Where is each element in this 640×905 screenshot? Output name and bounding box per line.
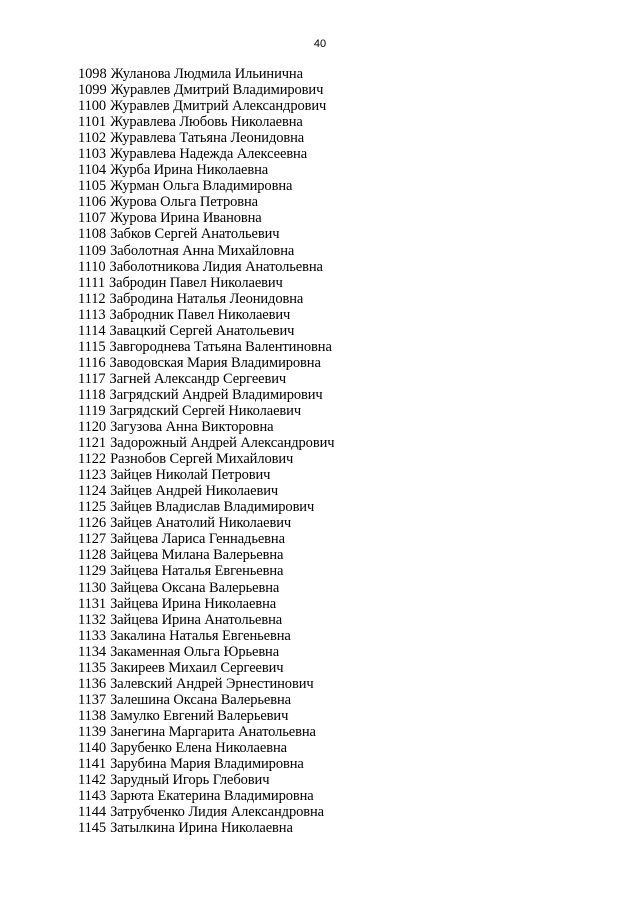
name-list [78,66,334,836]
list-item [78,178,334,194]
entry-number: 1105 [78,178,107,195]
list-item [78,644,334,660]
entry-number: 1142 [78,772,107,789]
list-item [78,580,334,596]
entry-number: 1103 [78,146,107,163]
entry-name: Загузова Анна Викторовна [110,419,274,436]
entry-name: Журавлева Любовь Николаевна [110,114,303,131]
list-item [78,515,334,531]
entry-name: Зарубенко Елена Николаевна [110,739,287,756]
entry-number: 1121 [78,435,107,452]
entry-number: 1126 [78,515,107,532]
entry-number: 1137 [78,691,107,708]
entry-number: 1100 [78,98,107,115]
list-item [78,708,334,724]
entry-number: 1132 [78,611,107,628]
list-item [78,162,334,178]
list-item [78,628,334,644]
entry-number: 1134 [78,643,107,660]
list-item [78,612,334,628]
list-item [78,146,334,162]
list-item [78,259,334,275]
entry-name: Зайцева Ирина Анатольевна [110,611,283,628]
entry-number: 1114 [78,322,106,339]
list-item [78,387,334,403]
list-item [78,371,334,387]
entry-number: 1128 [78,547,107,564]
entry-name: Зайцева Оксана Валерьевна [110,579,280,596]
entry-name: Заводовская Мария Владимировна [109,354,321,371]
list-item [78,66,334,82]
entry-number: 1106 [78,194,107,211]
entry-number: 1139 [78,723,107,740]
entry-number: 1119 [78,402,106,419]
entry-name: Затылкина Ирина Николаевна [110,820,293,837]
entry-number: 1136 [78,675,107,692]
entry-name: Зайцев Анатолий Николаевич [110,515,292,532]
entry-name: Забродина Наталья Леонидовна [109,290,304,307]
list-item [78,339,334,355]
list-item [78,563,334,579]
entry-name: Зайцева Лариса Геннадьевна [110,531,285,548]
list-item [78,756,334,772]
list-item [78,531,334,547]
entry-number: 1104 [78,162,107,179]
entry-name: Зарубина Мария Владимировна [110,756,304,773]
entry-number: 1131 [78,595,107,612]
entry-name: Зайцева Милана Валерьевна [110,547,284,564]
entry-name: Зарюта Екатерина Владимировна [110,788,314,805]
list-item [78,467,334,483]
entry-number: 1129 [78,563,107,580]
entry-number: 1102 [78,130,107,147]
list-item [78,307,334,323]
entry-name: Журавлев Дмитрий Владимирович [110,82,324,99]
entry-name: Забродин Павел Николаевич [109,274,283,291]
entry-number: 1135 [78,659,107,676]
entry-name: Загрядский Сергей Николаевич [109,402,302,419]
list-item [78,403,334,419]
entry-name: Завацкий Сергей Анатольевич [109,322,295,339]
entry-name: Журова Ирина Ивановна [110,210,262,227]
entry-number: 1099 [78,82,107,99]
entry-name: Зайцев Владислав Владимирович [110,499,315,516]
entry-number: 1145 [78,820,107,837]
entry-number: 1122 [78,451,107,468]
entry-name: Журова Ольга Петровна [110,194,259,211]
entry-number: 1120 [78,419,107,436]
entry-number: 1133 [78,627,107,644]
list-item [78,724,334,740]
entry-name: Закаменная Ольга Юрьевна [110,643,280,660]
list-item [78,130,334,146]
entry-number: 1101 [78,114,107,131]
list-item [78,291,334,307]
entry-number: 1111 [78,274,105,291]
entry-name: Задорожный Андрей Александрович [110,435,335,452]
list-item [78,483,334,499]
list-item [78,82,334,98]
entry-number: 1108 [78,226,107,243]
entry-name: Зарудный Игорь Глебович [110,772,270,789]
list-item [78,323,334,339]
entry-number: 1125 [78,499,107,516]
entry-name: Жуланова Людмила Ильинична [110,66,303,82]
list-item [78,114,334,130]
entry-name: Зайцева Наталья Евгеньевна [110,563,284,580]
entry-name: Закалина Наталья Евгеньевна [110,627,291,644]
page-number: 40 [313,38,327,50]
list-item [78,772,334,788]
entry-name: Загней Александр Сергеевич [109,370,287,387]
entry-number: 1140 [78,739,107,756]
list-item [78,210,334,226]
entry-number: 1143 [78,788,107,805]
entry-name: Закиреев Михаил Сергеевич [110,659,284,676]
entry-name: Залевский Андрей Эрнестинович [110,675,314,692]
entry-name: Разнобов Сергей Михайлович [110,451,294,468]
entry-name: Журман Ольга Владимировна [110,178,293,195]
list-item [78,275,334,291]
entry-number: 1127 [78,531,107,548]
entry-name: Зайцев Андрей Николаевич [110,483,279,500]
entry-number: 1117 [78,370,106,387]
list-item [78,243,334,259]
entry-number: 1130 [78,579,107,596]
entry-number: 1123 [78,467,107,484]
entry-number: 1112 [78,290,106,307]
entry-name: Затрубченко Лидия Александровна [110,804,324,821]
list-item [78,499,334,515]
entry-number: 1098 [78,66,107,82]
list-item [78,596,334,612]
list-item [78,676,334,692]
list-item [78,419,334,435]
entry-name: Завгороднева Татьяна Валентиновна [109,338,332,355]
entry-name: Забродник Павел Николаевич [109,306,291,323]
list-item [78,820,334,836]
list-item [78,660,334,676]
entry-name: Зайцева Ирина Николаевна [110,595,277,612]
list-item [78,740,334,756]
entry-name: Забков Сергей Анатольевич [110,226,280,243]
list-item [78,98,334,114]
entry-name: Залешина Оксана Валерьевна [110,691,291,708]
list-item [78,547,334,563]
list-item [78,804,334,820]
list-item [78,788,334,804]
list-item [78,194,334,210]
entry-number: 1110 [78,258,106,275]
entry-number: 1107 [78,210,107,227]
entry-name: Замулко Евгений Валерьевич [110,707,289,724]
list-item [78,692,334,708]
entry-name: Загрядский Андрей Владимирович [109,386,323,403]
entry-name: Зайцев Николай Петрович [110,467,271,484]
entry-number: 1144 [78,804,107,821]
entry-name: Занегина Маргарита Анатольевна [110,723,316,740]
entry-name: Журавлева Надежда Алексеевна [110,146,308,163]
entry-number: 1115 [78,338,106,355]
list-item [78,435,334,451]
entry-number: 1124 [78,483,107,500]
entry-number: 1138 [78,707,107,724]
list-item [78,355,334,371]
entry-number: 1116 [78,354,106,371]
entry-number: 1141 [78,756,107,773]
list-item [78,226,334,242]
entry-name: Заболотная Анна Михайловна [110,242,295,259]
entry-number: 1113 [78,306,106,323]
entry-number: 1118 [78,386,106,403]
entry-name: Журавлев Дмитрий Александрович [110,98,327,115]
entry-number: 1109 [78,242,107,259]
list-item [78,451,334,467]
entry-name: Журавлева Татьяна Леонидовна [110,130,305,147]
entry-name: Заболотникова Лидия Анатольевна [109,258,323,275]
entry-name: Журба Ирина Николаевна [110,162,269,179]
